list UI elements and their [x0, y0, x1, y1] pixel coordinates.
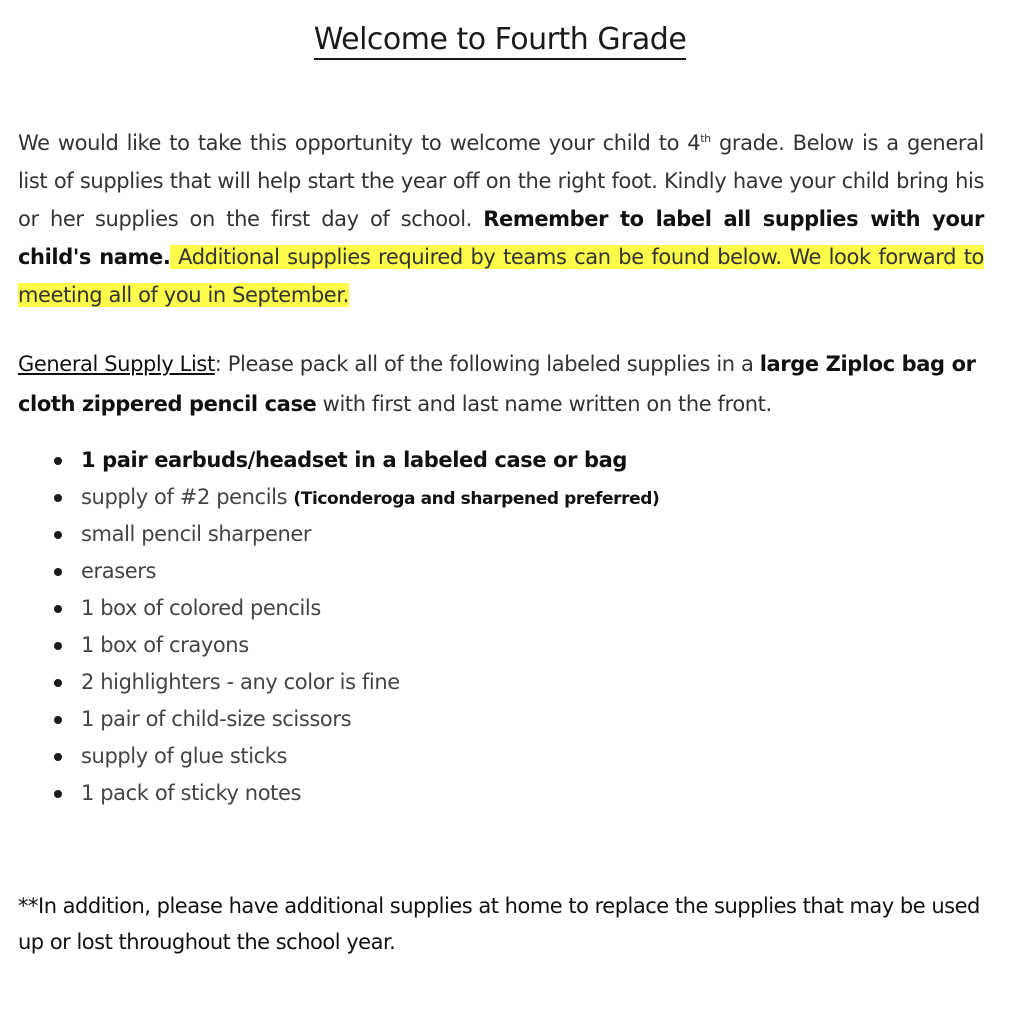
supply-item-text: erasers	[81, 559, 157, 583]
bag-requirement: large Ziploc bag or cloth zippered pencil case	[18, 352, 976, 416]
supply-item-text: supply of #2 pencils	[81, 485, 294, 509]
supply-item-text: supply of glue sticks	[81, 744, 288, 768]
list-item	[48, 590, 659, 627]
bullet-icon	[54, 494, 62, 502]
bullet-icon	[54, 568, 62, 576]
welcome-paragraph	[18, 120, 984, 314]
bullet-icon	[54, 605, 62, 613]
list-item	[48, 516, 659, 553]
supply-intro-text-b: with first and last name written on the front.	[316, 392, 772, 416]
label-reminder: Remember to label all supplies with your child's name.	[18, 207, 984, 269]
supply-heading-colon: :	[214, 352, 222, 376]
supply-list-intro	[18, 344, 984, 424]
bullet-icon	[54, 457, 62, 465]
supply-item-text: 1 pair of child-size scissors	[81, 707, 352, 731]
list-item	[48, 627, 659, 664]
bullet-icon	[54, 642, 62, 650]
supply-item-text: 1 pair earbuds/headset in a labeled case or bag	[81, 448, 628, 472]
supply-item-text: small pencil sharpener	[81, 522, 312, 546]
supply-item-note: (Ticonderoga and sharpened preferred)	[293, 489, 660, 509]
supply-intro-text-a: Please pack all of the following labeled supplies in a	[221, 352, 760, 376]
highlighted-text: Additional supplies required by teams can be found below. We look forward to meeting all of you in September.	[18, 245, 984, 307]
supply-item-text: 1 box of colored pencils	[81, 596, 321, 620]
supply-list-heading: General Supply List	[18, 352, 215, 376]
supply-item-text: 1 pack of sticky notes	[81, 781, 302, 805]
welcome-text-b: grade. Below is a general list of supplies that will help start the year off on the right foot. Kindly have your child bring his or her supplies on the first day of school.	[18, 131, 984, 231]
page-title-text: Welcome to Fourth Grade	[314, 22, 687, 60]
list-item	[48, 775, 659, 812]
list-item	[48, 553, 659, 590]
page-title	[0, 22, 1000, 57]
grade-superscript: th	[700, 132, 711, 145]
supply-list	[48, 442, 659, 812]
supply-item-text: 2 highlighters - any color is fine	[81, 670, 400, 694]
bullet-icon	[54, 716, 62, 724]
list-item	[48, 664, 659, 701]
list-item	[48, 442, 659, 479]
supply-item-text: 1 box of crayons	[81, 633, 249, 657]
bullet-icon	[54, 679, 62, 687]
list-item	[48, 701, 659, 738]
additional-supplies-note: **In addition, please have additional supplies at home to replace the supplies that may be used up or lost throughout the school year.	[18, 894, 980, 954]
welcome-text-a: We would like to take this opportunity to welcome your child to 4	[18, 131, 701, 155]
list-item	[48, 738, 659, 775]
bullet-icon	[54, 790, 62, 798]
list-item	[48, 479, 659, 516]
bullet-icon	[54, 753, 62, 761]
bullet-icon	[54, 531, 62, 539]
